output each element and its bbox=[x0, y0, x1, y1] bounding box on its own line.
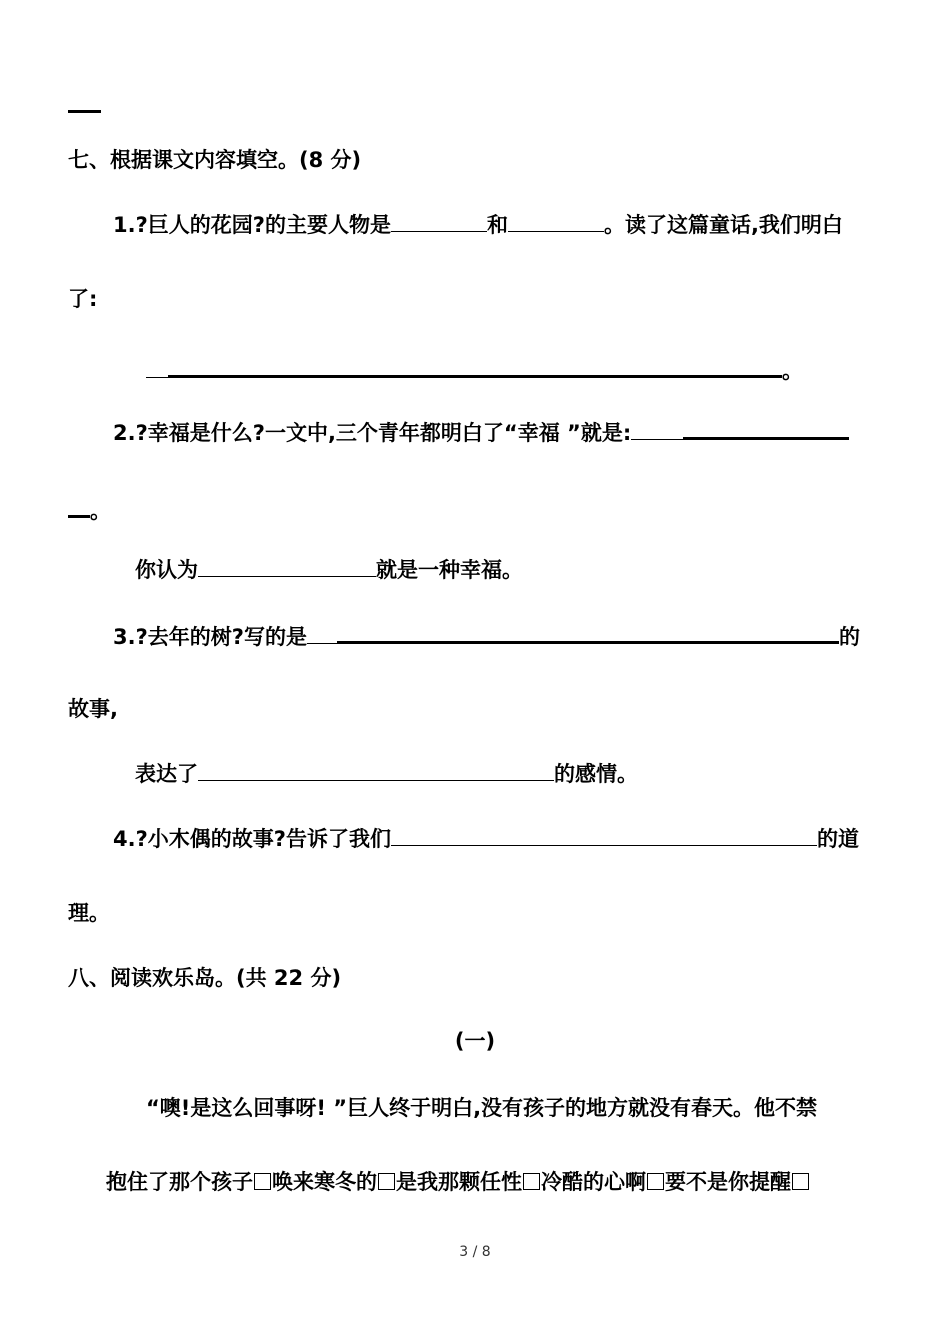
q2-end: 。 bbox=[90, 499, 111, 523]
punct-blank-box[interactable] bbox=[792, 1173, 809, 1190]
q1-line bbox=[113, 211, 843, 239]
q2-text-c: 就是一种幸福。 bbox=[376, 558, 523, 582]
q1-blank-1[interactable] bbox=[391, 211, 487, 232]
p2-seg-5: 要不是你提醒 bbox=[665, 1170, 791, 1194]
punct-blank-box[interactable] bbox=[254, 1173, 271, 1190]
q4-text-a: 4.?小木偶的故事?告诉了我们 bbox=[113, 827, 391, 851]
q1-text-b: 和 bbox=[486, 213, 508, 237]
q3-blank-2[interactable] bbox=[198, 760, 554, 781]
q2-text-b: 你认为 bbox=[135, 558, 198, 582]
q2-line-2 bbox=[135, 556, 523, 584]
p2-seg-4: 冷酷的心啊 bbox=[541, 1170, 646, 1194]
q1-text-c: 。读了这篇童话,我们明白 bbox=[603, 213, 843, 237]
dangling-underline bbox=[68, 90, 101, 120]
q3-text-b: 的 bbox=[838, 625, 860, 649]
q3-line bbox=[113, 621, 860, 651]
reading-paragraph-line-2 bbox=[106, 1168, 810, 1196]
q1-continuation: 了: bbox=[68, 287, 98, 311]
q2-line bbox=[113, 417, 849, 447]
p2-seg-2: 唤来寒冬的 bbox=[272, 1170, 377, 1194]
q3-blank-1[interactable] bbox=[337, 621, 839, 644]
q3-text-e: 的感情。 bbox=[554, 762, 638, 786]
q1-answer-line bbox=[146, 355, 803, 385]
q2-blank-2[interactable] bbox=[198, 556, 376, 577]
q2-blank-1a[interactable] bbox=[631, 419, 683, 440]
punct-blank-box[interactable] bbox=[523, 1173, 540, 1190]
q1-text-a: 1.?巨人的花园?的主要人物是 bbox=[113, 213, 391, 237]
q4-continuation: 理。 bbox=[68, 901, 110, 925]
p2-seg-1: 抱住了那个孩子 bbox=[106, 1170, 253, 1194]
q3-text-a: 3.?去年的树?写的是 bbox=[113, 625, 307, 649]
q3-continuation: 故事, bbox=[68, 697, 118, 721]
q1-blank-2[interactable] bbox=[508, 211, 604, 232]
page-number: 3 / 8 bbox=[459, 1244, 491, 1260]
q2-continuation bbox=[68, 495, 111, 525]
q2-text-a: 2.?幸福是什么?一文中,三个青年都明白了“幸福 ”就是: bbox=[113, 421, 632, 445]
q4-text-b: 的道 bbox=[816, 827, 859, 851]
punct-blank-box[interactable] bbox=[647, 1173, 664, 1190]
q2-blank-1-end[interactable] bbox=[68, 495, 90, 518]
q3-text-d: 表达了 bbox=[135, 762, 198, 786]
section-8-heading: 八、阅读欢乐岛。(共 22 分) bbox=[68, 966, 342, 990]
q1-blank-3[interactable] bbox=[168, 355, 782, 378]
section-7-heading: 七、根据课文内容填空。(8 分) bbox=[68, 148, 362, 172]
q1-end: 。 bbox=[782, 359, 803, 383]
q4-line bbox=[113, 825, 859, 853]
p2-seg-3: 是我那颗任性 bbox=[396, 1170, 522, 1194]
q3-line-2 bbox=[135, 760, 638, 788]
q3-blank-1a[interactable] bbox=[307, 623, 337, 644]
q2-blank-1[interactable] bbox=[683, 417, 849, 440]
reading-part-label: (一) bbox=[454, 1029, 496, 1053]
q1-blank-3a[interactable] bbox=[146, 357, 168, 378]
q4-blank[interactable] bbox=[391, 825, 817, 846]
reading-paragraph-line-1: “噢!是这么回事呀! ”巨人终于明白,没有孩子的地方就没有春天。他不禁 bbox=[146, 1096, 818, 1120]
punct-blank-box[interactable] bbox=[378, 1173, 395, 1190]
